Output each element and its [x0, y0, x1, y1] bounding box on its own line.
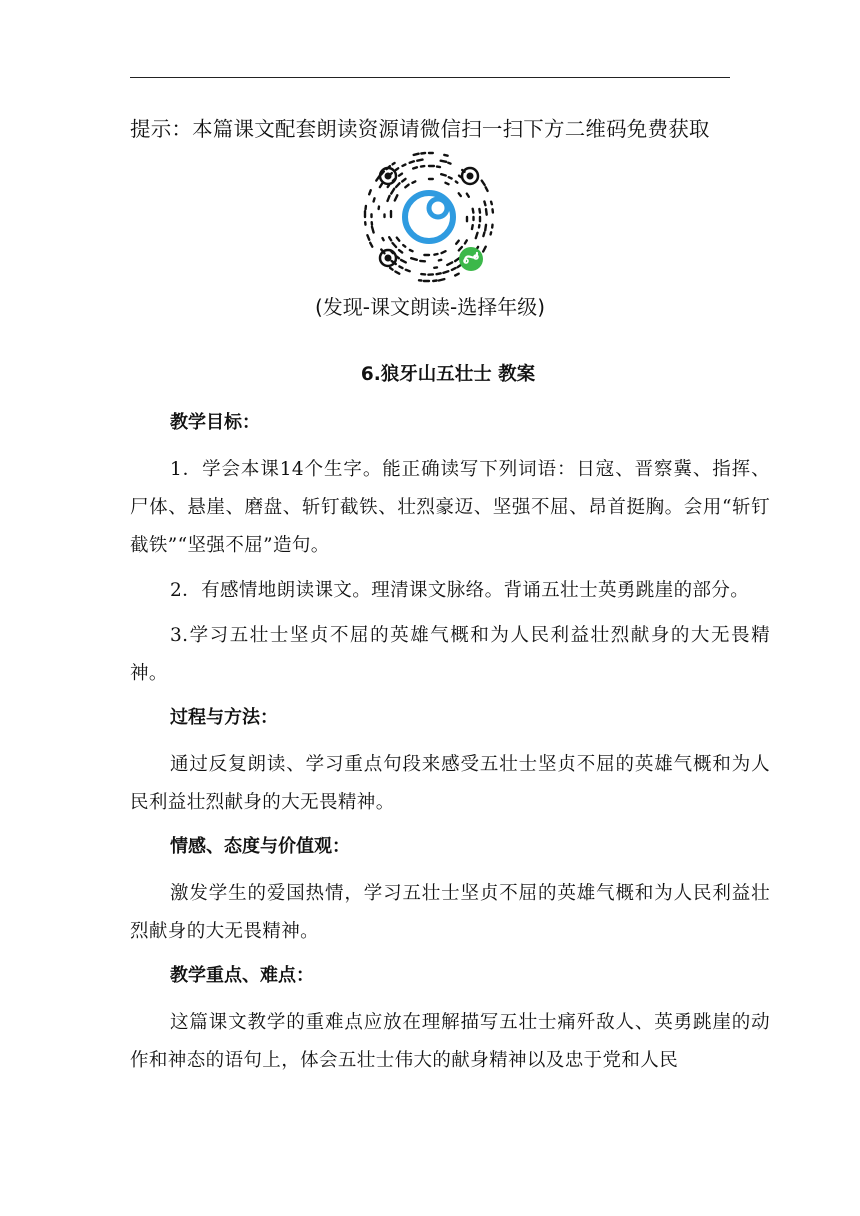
objectives-heading: 教学目标：	[170, 412, 260, 433]
qr-logo-dot	[429, 199, 447, 217]
key-points-text: 这篇课文教学的重难点应放在理解描写五壮士痛歼敌人、英勇跳崖的动作和神态的语句上，体会五壮士伟大的献身精神以及忠于党和人民	[130, 1012, 770, 1071]
resource-hint: 提示：本篇课文配套朗读资源请微信扫一扫下方二维码免费获取	[130, 117, 710, 141]
emotion-heading: 情感、态度与价值观：	[170, 836, 350, 857]
process-text: 通过反复朗读、学习重点句段来感受五壮士坚贞不屈的英雄气概和为人民利益壮烈献身的大无畏精神。	[130, 754, 770, 813]
mini-program-icon	[459, 247, 483, 271]
objective-2: 2．有感情地朗读课文。理清课文脉络。背诵五壮士英勇跳崖的部分。	[170, 580, 750, 601]
qr-caption: (发现-课文朗读-选择年级)	[314, 295, 546, 319]
page-title: 6.狼牙山五壮士 教案	[360, 364, 536, 385]
qr-code-icon	[362, 150, 496, 284]
objective-3: 3.学习五壮士坚贞不屈的英雄气概和为人民利益壮烈献身的大无畏精神。	[130, 625, 770, 684]
header-rule	[130, 77, 730, 78]
document-body	[130, 404, 770, 1087]
objective-1: 1．学会本课14个生字。能正确读写下列词语：日寇、晋察冀、指挥、尸体、悬崖、磨盘、斩钉截铁、壮烈豪迈、坚强不屈、昂首挺胸。会用“斩钉截铁”“坚强不屈”造句。	[130, 459, 770, 556]
key-points-heading: 教学重点、难点：	[170, 965, 314, 986]
process-heading: 过程与方法：	[170, 707, 278, 728]
emotion-text: 激发学生的爱国热情，学习五壮士坚贞不屈的英雄气概和为人民利益壮烈献身的大无畏精神。	[130, 883, 770, 942]
